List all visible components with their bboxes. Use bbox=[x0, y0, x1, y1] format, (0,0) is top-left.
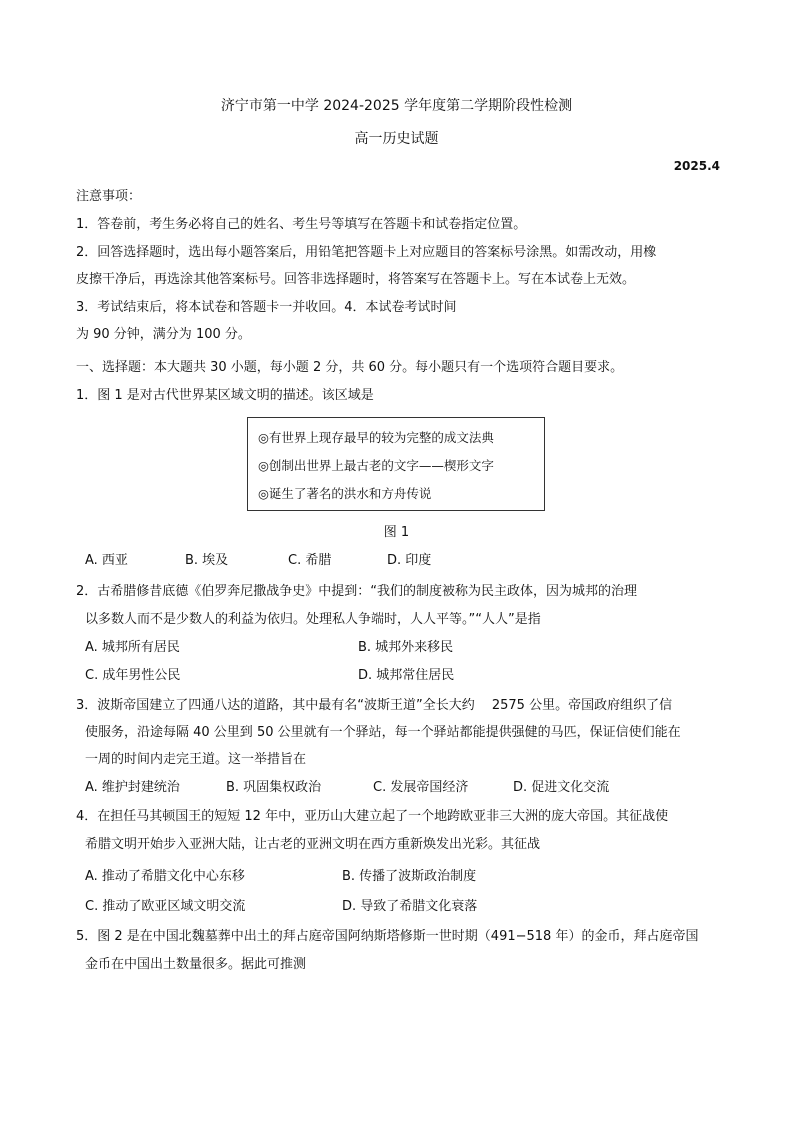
question-2-option-c: C. 成年男性公民 bbox=[85, 668, 181, 683]
question-3-stem-line-3: 一周的时间内走完王道。这一举措旨在 bbox=[85, 752, 307, 767]
figure-1-line: ◎创制出世界上最古老的文字——楔形文字 bbox=[258, 458, 494, 473]
notice-heading: 注意事项： bbox=[76, 189, 142, 204]
question-4-stem-line-2: 希腊文明开始步入亚洲大陆，让古老的亚洲文明在西方重新焕发出光彩。其征战 bbox=[85, 837, 541, 852]
figure-1-line: ◎有世界上现存最早的较为完整的成文法典 bbox=[258, 430, 494, 445]
question-2-option-a: A. 城邦所有居民 bbox=[85, 640, 180, 655]
question-3-option-c: C. 发展帝国经济 bbox=[373, 780, 469, 795]
question-2-stem-line-1: 2．古希腊修昔底德《伯罗奔尼撒战争史》中提到：“我们的制度被称为民主政体，因为城邦的治理 bbox=[76, 584, 638, 599]
question-1-option-d: D. 印度 bbox=[387, 553, 432, 568]
exam-subtitle: 高一历史试题 bbox=[354, 131, 439, 147]
question-1-option-b: B. 埃及 bbox=[185, 553, 229, 568]
question-4-option-d: D. 导致了希腊文化衰落 bbox=[342, 899, 478, 914]
question-4-stem-line-1: 4．在担任马其顿国王的短短 12 年中，亚历山大建立起了一个地跨欧亚非三大洲的庞大帝国。其征战使 bbox=[76, 809, 669, 824]
figure-1-line: ◎诞生了著名的洪水和方舟传说 bbox=[258, 486, 432, 501]
notice-item-2-line-2: 皮擦干净后，再选涂其他答案标号。回答非选择题时，将答案写在答题卡上。写在本试卷上无效。 bbox=[76, 272, 636, 287]
notice-item-2-line-1: 2．回答选择题时，选出每小题答案后，用铅笔把答题卡上对应题目的答案标号涂黑。如需改动，用橡 bbox=[76, 245, 657, 260]
question-5-stem-line-2: 金币在中国出土数量很多。据此可推测 bbox=[85, 957, 307, 972]
question-4-option-b: B. 传播了波斯政治制度 bbox=[342, 869, 477, 884]
question-3-stem-line-2: 使服务，沿途每隔 40 公里到 50 公里就有一个驿站，每一个驿站都能提供强健的马匹，保证信使们能在 bbox=[85, 725, 681, 740]
notice-item-3-line-2: 为 90 分钟，满分为 100 分。 bbox=[76, 327, 251, 342]
question-2-option-d: D. 城邦常住居民 bbox=[358, 668, 455, 683]
figure-1-caption: 图 1 bbox=[383, 525, 410, 540]
notice-item-3-line-1: 3．考试结束后，将本试卷和答题卡一并收回。4．本试卷考试时间 bbox=[76, 300, 457, 315]
question-1-option-c: C. 希腊 bbox=[288, 553, 332, 568]
figure-1-box bbox=[247, 417, 545, 511]
question-2-stem-line-2: 以多数人而不是少数人的利益为依归。处理私人争端时，人人平等。”“人人”是指 bbox=[85, 612, 541, 627]
question-4-option-a: A. 推动了希腊文化中心东移 bbox=[85, 869, 245, 884]
question-4-option-c: C. 推动了欧亚区域文明交流 bbox=[85, 899, 246, 914]
question-1-option-a: A. 西亚 bbox=[85, 553, 128, 568]
question-3-option-a: A. 维护封建统治 bbox=[85, 780, 180, 795]
question-3-option-b: B. 巩固集权政治 bbox=[226, 780, 322, 795]
question-1-stem: 1．图 1 是对古代世界某区域文明的描述。该区域是 bbox=[76, 388, 374, 403]
exam-title: 济宁市第一中学 2024-2025 学年度第二学期阶段性检测 bbox=[220, 98, 573, 114]
section-heading: 一、选择题：本大题共 30 小题，每小题 2 分，共 60 分。每小题只有一个选项符合题目要求。 bbox=[76, 360, 624, 375]
exam-date: 2025.4 bbox=[673, 159, 720, 173]
question-3-option-d: D. 促进文化交流 bbox=[513, 780, 610, 795]
notice-item-1: 1．答卷前，考生务必将自己的姓名、考生号等填写在答题卡和试卷指定位置。 bbox=[76, 217, 527, 232]
question-5-stem-line-1: 5．图 2 是在中国北魏墓葬中出土的拜占庭帝国阿纳斯塔修斯一世时期（491−518 年）的金币，拜占庭帝国 bbox=[76, 929, 699, 944]
question-2-option-b: B. 城邦外来移民 bbox=[358, 640, 454, 655]
question-3-stem-line-1: 3．波斯帝国建立了四通八达的道路，其中最有名“波斯王道”全长大约 2575 公里。帝国政府组织了信 bbox=[76, 698, 673, 713]
